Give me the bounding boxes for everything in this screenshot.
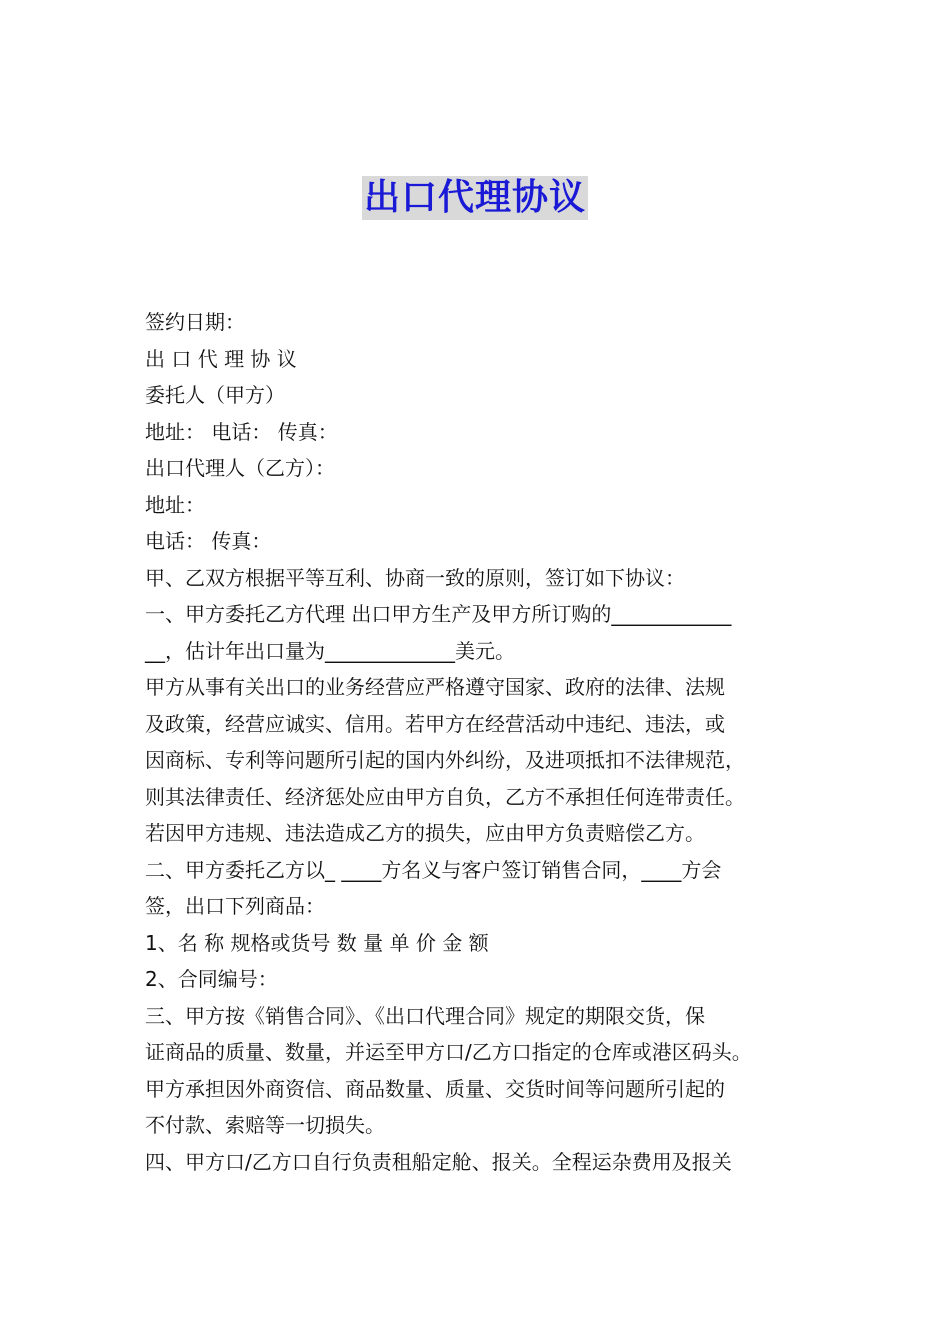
agent-contact-line: 电话： 传真： bbox=[145, 529, 272, 553]
agent-address-line: 地址： bbox=[145, 492, 205, 517]
clause-1-line-5: 因商标、专利等问题所引起的国内外纠纷，及进项抵扣不法律规范， bbox=[145, 748, 745, 772]
clause-1-line-3: 甲方从事有关出口的业务经营应严格遵守国家、政府的法律、法规 bbox=[145, 675, 725, 699]
contract-number-line: 2、合同编号： bbox=[145, 967, 278, 991]
clause-1-line-4: 及政策，经营应诚实、信用。若甲方在经营活动中违纪、违法，或 bbox=[145, 711, 725, 736]
clause-3-line-2: 证商品的质量、数量，并运至甲方口/乙方口指定的仓库或港区码头。 bbox=[145, 1040, 752, 1064]
clause-3-line-1: 三、甲方按《销售合同》、《出口代理合同》规定的期限交货，保 bbox=[145, 1003, 705, 1028]
principal-contact-line: 地址： 电话： 传真： bbox=[145, 419, 338, 444]
clause-4-line-1: 四、甲方口/乙方口自行负责租船定舱、报关。全程运杂费用及报关 bbox=[145, 1149, 732, 1174]
agent-party-line: 出口代理人（乙方）： bbox=[145, 456, 335, 480]
clause-2-line-1: 二、甲方委托乙方以_ ____方名义与客户签订销售合同，____方会 bbox=[145, 857, 722, 882]
clause-3-line-4: 不付款、索赔等一切损失。 bbox=[145, 1113, 385, 1137]
clause-1-line-7: 若因甲方违规、违法造成乙方的损失，应由甲方负责赔偿乙方。 bbox=[145, 821, 705, 845]
document-title: 出口代理协议 bbox=[363, 177, 586, 218]
principal-party-line: 委托人（甲方） bbox=[145, 383, 285, 407]
clause-1-line-2: __，估计年出口量为_____________美元。 bbox=[145, 638, 515, 663]
agreement-heading-line: 出 口 代 理 协 议 bbox=[145, 346, 297, 371]
clause-2-line-2: 签，出口下列商品： bbox=[145, 894, 325, 918]
title-container bbox=[0, 176, 950, 220]
clause-1-line-1: 一、甲方委托乙方代理 出口甲方生产及甲方所订购的____________ bbox=[145, 602, 732, 626]
clause-3-line-3: 甲方承担因外商资信、商品数量、质量、交货时间等问题所引起的 bbox=[145, 1076, 725, 1101]
preamble-line: 甲、乙双方根据平等互利、协商一致的原则，签订如下协议： bbox=[145, 565, 685, 590]
goods-list-line: 1、名 称 规格或货号 数 量 单 价 金 额 bbox=[145, 930, 489, 955]
signing-date-line: 签约日期： bbox=[145, 310, 245, 334]
clause-1-line-6: 则其法律责任、经济惩处应由甲方自负，乙方不承担任何连带责任。 bbox=[145, 784, 745, 809]
document-body bbox=[145, 304, 825, 1180]
